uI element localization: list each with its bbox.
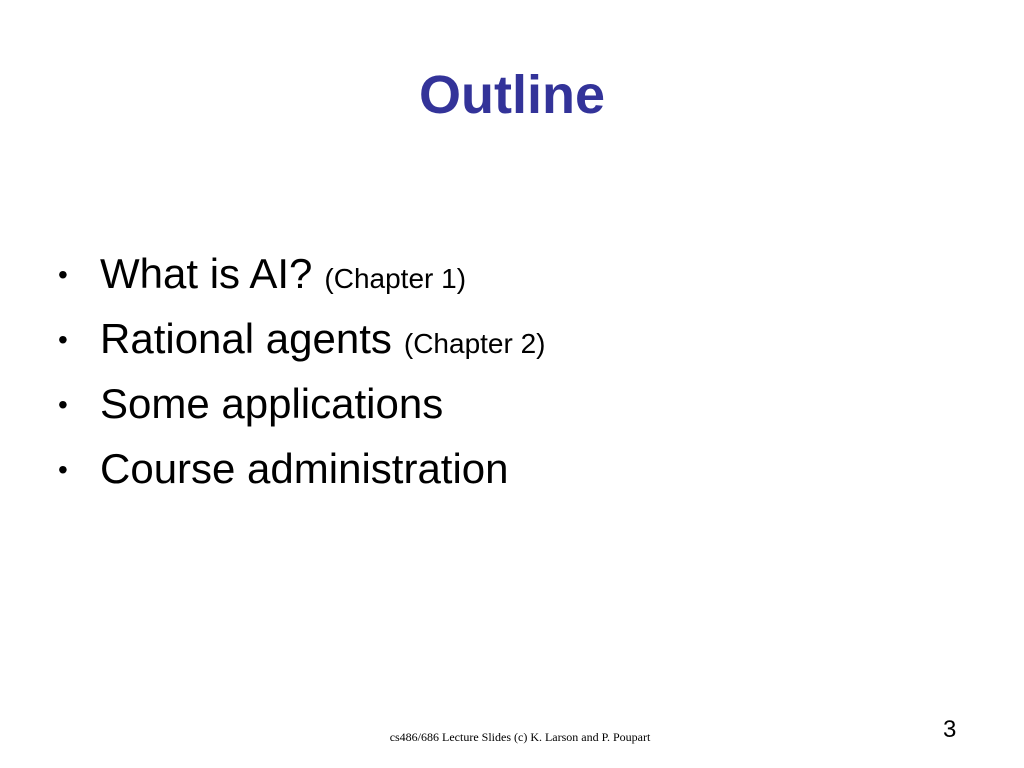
bullet-item <box>58 315 546 380</box>
bullet-text: Rational agents <box>100 315 392 362</box>
slide-title: Outline <box>419 65 605 125</box>
bullet-item <box>58 380 546 445</box>
bullet-item <box>58 250 546 315</box>
bullet-list <box>58 250 546 510</box>
bullet-text: What is AI? <box>100 250 313 297</box>
bullet-icon: • <box>58 259 68 290</box>
bullet-icon: • <box>58 389 68 420</box>
bullet-item <box>58 445 546 510</box>
page-number: 3 <box>943 716 957 743</box>
bullet-icon: • <box>58 454 68 485</box>
bullet-icon: • <box>58 324 68 355</box>
bullet-note: (Chapter 2) <box>403 328 546 359</box>
bullet-note: (Chapter 1) <box>324 263 467 294</box>
bullet-text: Course administration <box>100 445 509 492</box>
slide-footer: cs486/686 Lecture Slides (c) K. Larson and P. Poupart <box>389 730 651 744</box>
bullet-text: Some applications <box>100 380 444 427</box>
